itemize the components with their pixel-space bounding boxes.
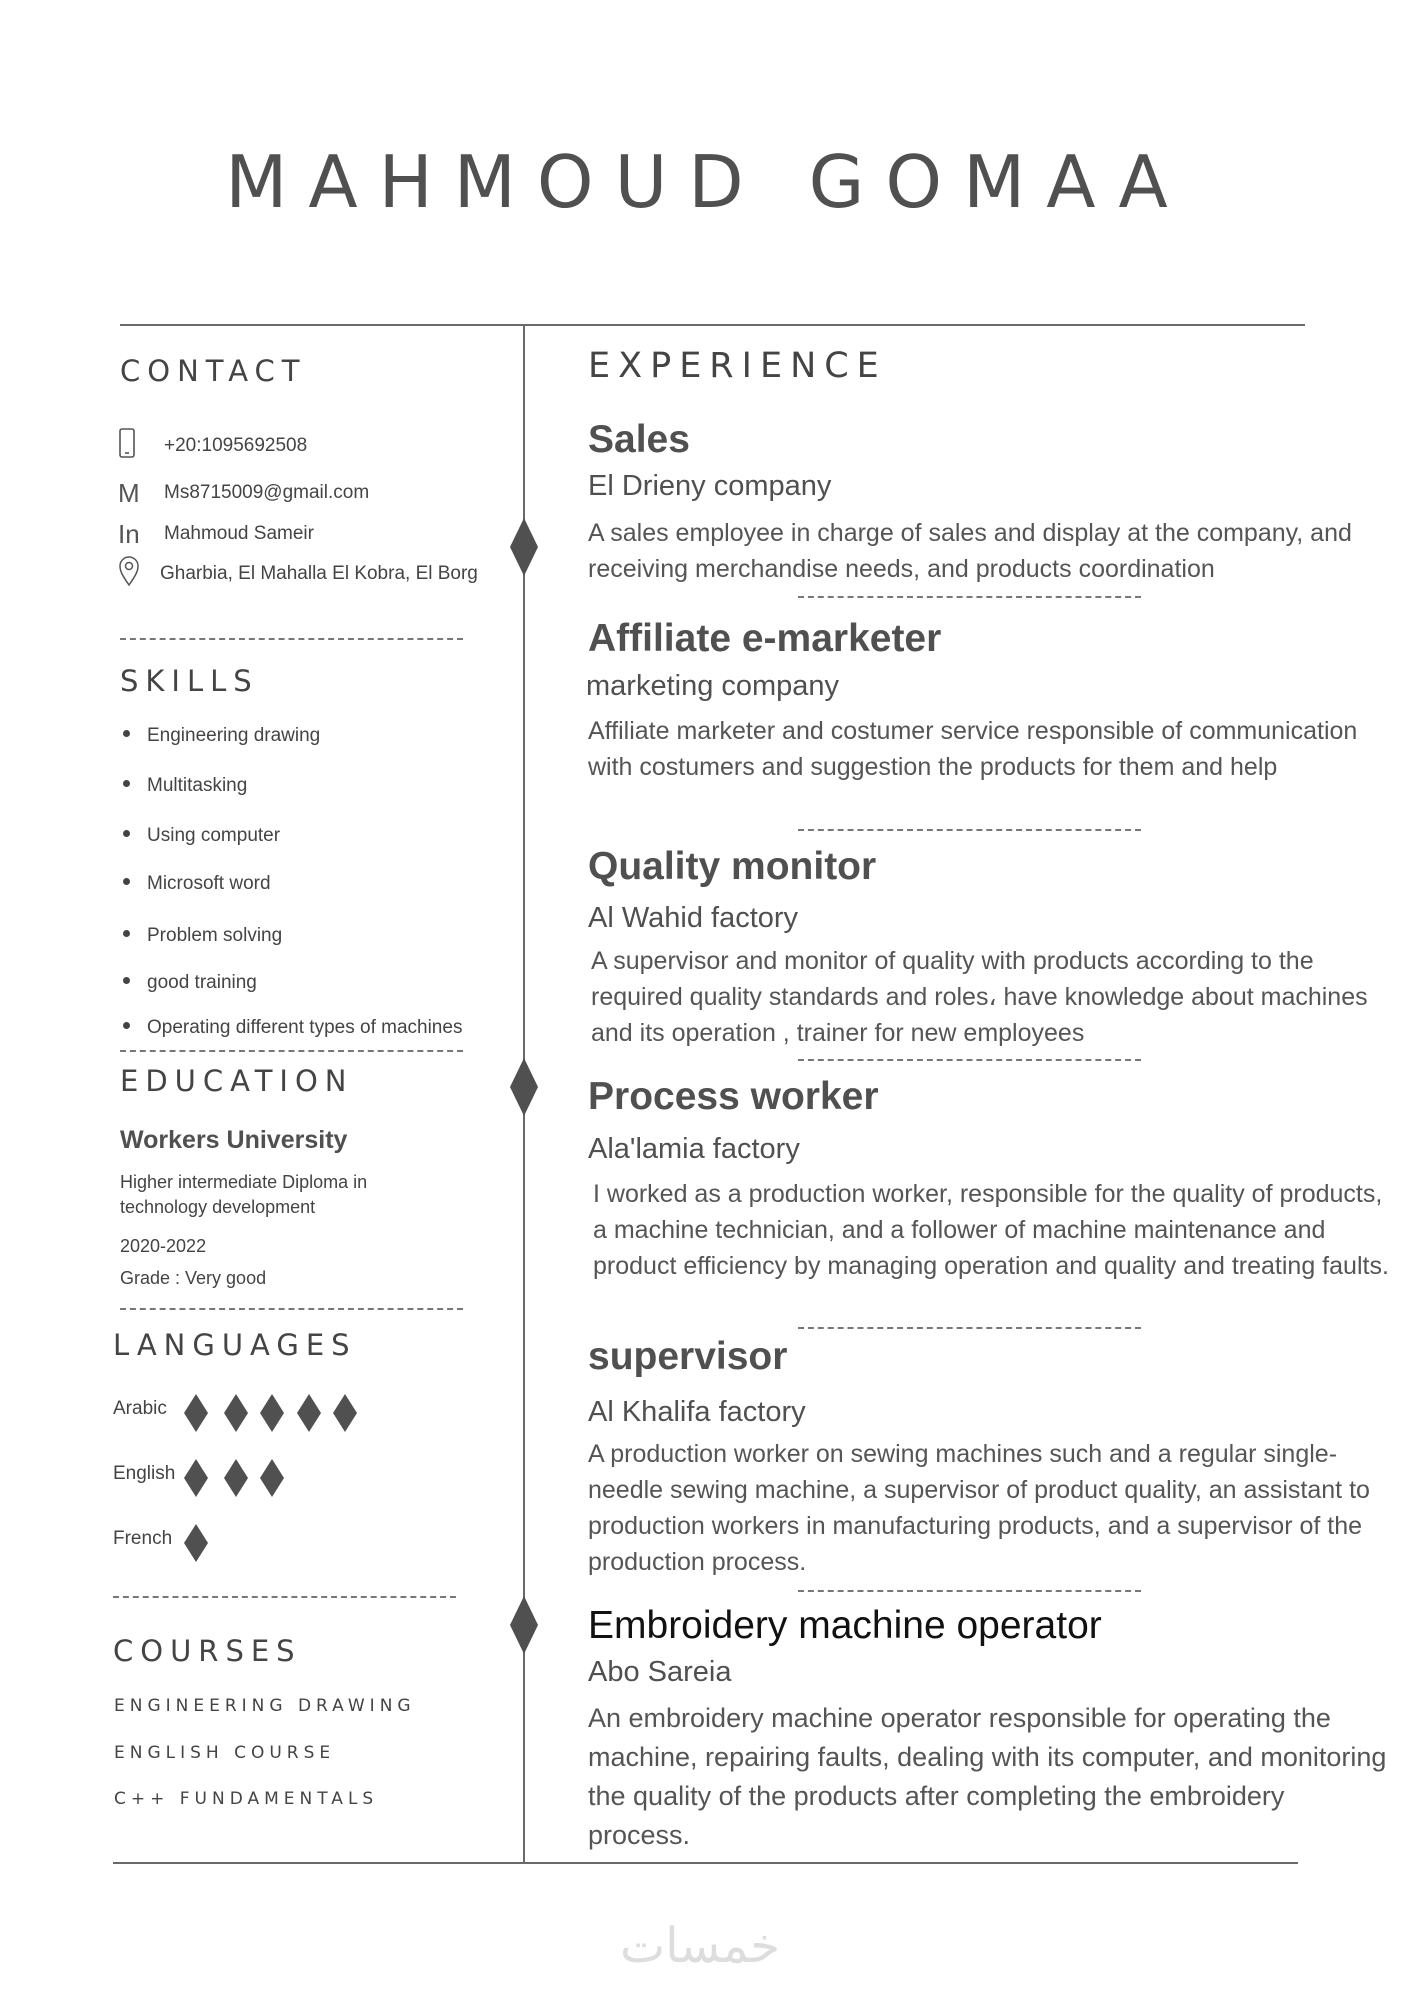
language-level-diamond (333, 1394, 357, 1432)
job-title: supervisor (588, 1335, 788, 1378)
resume-name: MAHMOUD GOMAA (225, 140, 1189, 224)
phone-number: +20:1095692508 (164, 435, 308, 456)
job-company: El Drieny company (588, 470, 832, 502)
language-level-diamond (184, 1394, 208, 1432)
education-grade: Grade : Very good (120, 1268, 267, 1288)
job-company: Ala'lamia factory (588, 1133, 800, 1165)
degree-line: technology development (120, 1197, 316, 1217)
job-company: Al Wahid factory (588, 902, 799, 934)
education-heading: EDUCATION (120, 1064, 354, 1098)
job-company: marketing company (586, 670, 840, 702)
language-level-diamond (260, 1394, 284, 1432)
location-pin-icon (118, 555, 160, 594)
job-description: A sales employee in charge of sales and display at the company, and receiving merchandise needs, and products coordination (588, 519, 1352, 583)
job-description: Affiliate marketer and costumer service responsible of communication with costumers and suggestion the products for them and help (588, 717, 1358, 781)
section-divider (113, 1596, 456, 1598)
degree-line: Higher intermediate Diploma in (120, 1172, 368, 1192)
course-item: ENGLISH COURSE (114, 1743, 336, 1763)
job-company: Al Khalifa factory (588, 1396, 806, 1428)
job-description: I worked as a production worker, responsible for the quality of products, a machine technician, and a follower of machine maintenance and product efficiency by managing operation and quality and treating faults. (593, 1180, 1389, 1280)
contact-heading: CONTACT (120, 354, 307, 388)
timeline-diamond (510, 518, 538, 576)
contact-email (118, 477, 369, 509)
job-title: Embroidery machine operator (588, 1604, 1102, 1647)
courses-heading: COURSES (113, 1634, 302, 1668)
course-item: ENGINEERING DRAWING (114, 1696, 416, 1716)
timeline-diamond (510, 1058, 538, 1116)
timeline-diamond (510, 1596, 538, 1654)
contact-linkedin (118, 518, 314, 550)
job-description: A production worker on sewing machines such and a regular single-needle sewing machine, a supervisor of product quality, an assistant to production workers in manufacturing products, and a supervisor of the production process. (588, 1440, 1370, 1576)
job-title: Quality monitor (588, 845, 877, 888)
language-level-diamond (224, 1394, 248, 1432)
skill-item: Microsoft word (118, 873, 271, 895)
language-level-diamond (224, 1459, 248, 1497)
watermark-logo: خمسات (620, 1918, 781, 1974)
skill-item: good training (118, 972, 257, 994)
language-level-diamond (260, 1459, 284, 1497)
linkedin-name: Mahmoud Sameir (164, 523, 314, 544)
skill-item: Using computer (118, 825, 280, 847)
address-text: Gharbia, El Mahalla El Kobra, El Borg (160, 563, 478, 584)
top-divider (120, 324, 1305, 326)
job-divider (798, 596, 1141, 598)
job-title: Process worker (588, 1075, 879, 1118)
job-title: Sales (588, 418, 690, 461)
language-name: English (113, 1463, 176, 1484)
job-company: Abo Sareia (588, 1656, 732, 1688)
job-description: A supervisor and monitor of quality with products according to the required quality standards and roles، have knowledge about machines and its operation , trainer for new employees (591, 947, 1368, 1047)
skills-heading: SKILLS (120, 664, 259, 698)
job-description: An embroidery machine operator responsible for operating the machine, repairing faults, dealing with its computer, and monitoring the quality of the products after completing the embroidery process. (588, 1703, 1387, 1850)
experience-heading: EXPERIENCE (588, 346, 887, 386)
skill-item: Operating different types of machines (118, 1017, 462, 1039)
job-divider (798, 1059, 1141, 1061)
bottom-divider (113, 1862, 1298, 1864)
language-name: Arabic (113, 1398, 167, 1419)
language-level-diamond (297, 1394, 321, 1432)
email-icon: M (118, 477, 140, 508)
course-item: C++ FUNDAMENTALS (114, 1789, 379, 1809)
skill-item: Engineering drawing (118, 725, 320, 747)
email-address: Ms8715009@gmail.com (164, 482, 370, 503)
job-divider (798, 829, 1141, 831)
job-title: Affiliate e-marketer (588, 617, 942, 660)
job-divider (798, 1327, 1141, 1329)
section-divider (120, 1050, 463, 1052)
language-level-diamond (184, 1459, 208, 1497)
languages-heading: LANGUAGES (113, 1328, 357, 1362)
section-divider (120, 638, 463, 640)
school-name: Workers University (120, 1126, 348, 1154)
language-name: French (113, 1528, 173, 1549)
linkedin-icon: In (118, 518, 140, 549)
contact-address (118, 558, 478, 590)
contact-phone (118, 430, 307, 462)
section-divider (120, 1308, 463, 1310)
language-level-diamond (184, 1524, 208, 1562)
phone-icon (118, 428, 164, 465)
skill-item: Problem solving (118, 925, 282, 947)
job-divider (798, 1590, 1141, 1592)
skill-item: Multitasking (118, 775, 247, 797)
education-years: 2020-2022 (120, 1236, 207, 1256)
